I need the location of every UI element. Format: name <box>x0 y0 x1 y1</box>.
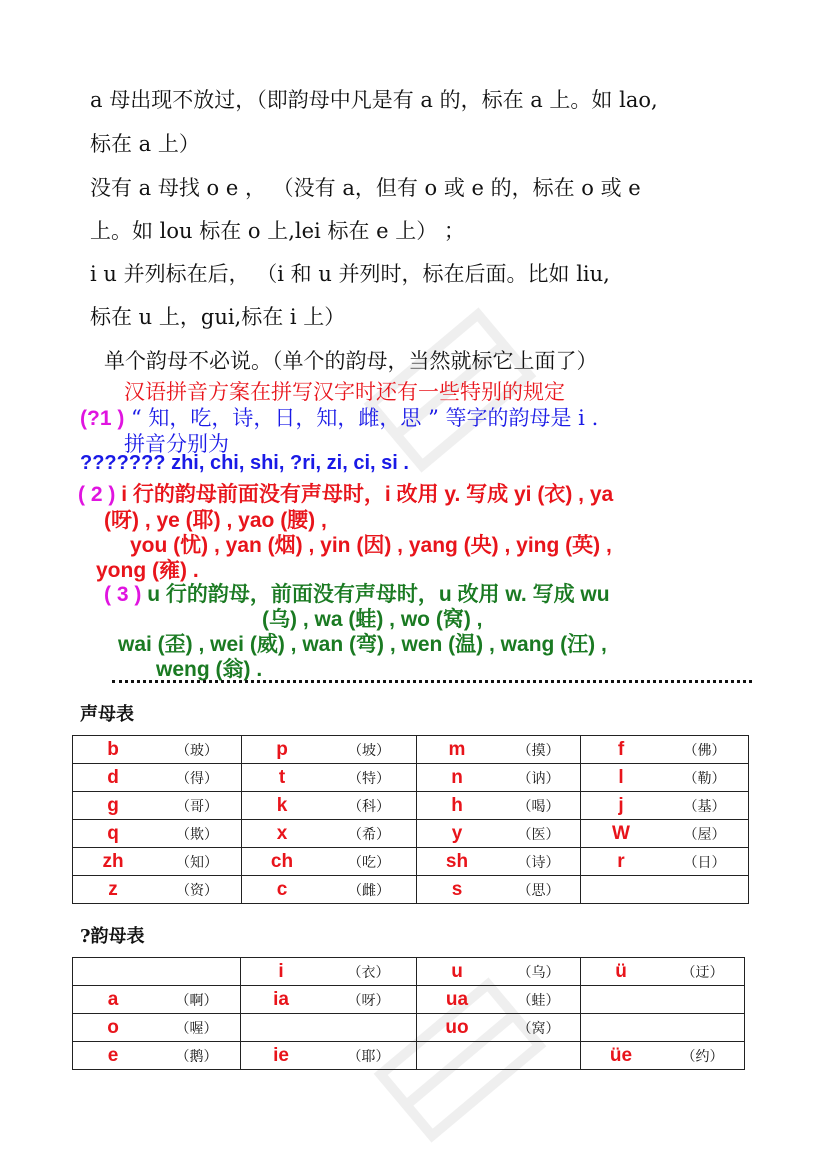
initials-cell <box>73 820 242 848</box>
finals-cell <box>241 958 417 986</box>
example-character: （讷） <box>517 770 560 787</box>
initials-row <box>73 820 749 848</box>
rule2-line: you (忧) , yan (烟) , yin (因) , yang (央) , ying (英) , <box>130 534 612 557</box>
example-character: （资） <box>176 882 218 899</box>
pinyin-letter: g <box>107 794 119 816</box>
pinyin-letter: n <box>451 766 463 788</box>
initials-cell <box>242 876 417 904</box>
dotted-divider <box>112 680 752 683</box>
pinyin-letter: ch <box>270 850 294 872</box>
finals-cell <box>73 1042 241 1070</box>
example-character: （屋） <box>683 826 726 843</box>
example-character: （基） <box>683 798 726 815</box>
example-character: （诗） <box>517 854 560 871</box>
initials-cell <box>73 736 242 764</box>
finals-row <box>73 1042 745 1070</box>
pinyin-letter: c <box>276 878 288 900</box>
pinyin-letter: ü <box>615 960 627 982</box>
example-character: （哥） <box>176 798 218 815</box>
rule-line: a 母出现不放过，（即韵母中凡是有 a 的，标在 a 上。如 lao, <box>90 88 658 112</box>
finals-cell <box>581 958 745 986</box>
example-character: （思） <box>517 882 560 899</box>
initials-title: 声母表 <box>80 704 134 725</box>
initials-cell <box>242 820 417 848</box>
initials-cell <box>73 848 242 876</box>
finals-cell <box>73 958 241 986</box>
finals-cell <box>581 986 745 1014</box>
initials-cell <box>242 848 417 876</box>
example-character: （喔） <box>175 1020 218 1037</box>
example-character: （希） <box>348 826 390 843</box>
initials-cell <box>581 820 749 848</box>
finals-cell <box>241 986 417 1014</box>
initials-cell <box>581 736 749 764</box>
initials-cell <box>417 792 581 820</box>
pinyin-letter: t <box>278 766 286 788</box>
initials-table <box>72 735 749 904</box>
pinyin-letter: y <box>451 822 463 844</box>
pinyin-letter: p <box>276 738 288 760</box>
pinyin-letter: üe <box>609 1044 633 1066</box>
pinyin-letter: sh <box>445 850 469 872</box>
pinyin-letter: q <box>107 822 119 844</box>
initials-cell <box>73 876 242 904</box>
pinyin-letter: h <box>451 794 463 816</box>
rule-line: i u 并列标在后， （i 和 u 并列时，标在后面。比如 liu, <box>90 262 610 286</box>
example-character: （知） <box>176 854 218 871</box>
pinyin-letter: a <box>107 988 119 1010</box>
example-character: （勒） <box>683 770 726 787</box>
initials-row <box>73 736 749 764</box>
pinyin-letter: o <box>107 1016 119 1038</box>
initials-row <box>73 792 749 820</box>
example-character: （窝） <box>517 1020 560 1037</box>
example-character: （欺） <box>176 826 218 843</box>
pinyin-letter: ie <box>273 1044 289 1066</box>
example-character: （玻） <box>176 742 218 759</box>
initials-cell <box>73 764 242 792</box>
rule3-line: wai (歪) , wei (威) , wan (弯) , wen (温) , wang (汪) , <box>118 633 607 656</box>
rule1-list: ??????? zhi, chi, shi, ?ri, zi, ci, si . <box>80 452 409 474</box>
initials-cell <box>242 792 417 820</box>
finals-table <box>72 957 745 1070</box>
example-character: （摸） <box>517 742 560 759</box>
pinyin-letter: k <box>276 794 288 816</box>
pinyin-letter: u <box>451 960 463 982</box>
finals-row <box>73 958 745 986</box>
example-character: （蛙） <box>517 992 560 1009</box>
finals-cell <box>417 1042 581 1070</box>
rule2-number: ( 2 ) <box>78 483 116 506</box>
rule-line: 上。如 lou 标在 o 上,lei 标在 e 上） ； <box>90 219 465 243</box>
example-character: （衣） <box>347 964 390 981</box>
example-character: （耶） <box>347 1048 390 1065</box>
rule3-line: weng (翁) . <box>156 658 263 681</box>
example-character: （鹅） <box>175 1048 218 1065</box>
initials-cell <box>417 848 581 876</box>
rule-line: 没有 a 母找 o e ， （没有 a，但有 o 或 e 的，标在 o 或 e <box>90 176 641 200</box>
example-character: （医） <box>517 826 560 843</box>
example-character: （呀） <box>347 992 390 1009</box>
finals-cell <box>417 1014 581 1042</box>
initials-cell <box>242 764 417 792</box>
initials-cell <box>73 792 242 820</box>
finals-cell <box>417 958 581 986</box>
initials-cell <box>581 764 749 792</box>
example-character: （啊） <box>175 992 218 1009</box>
finals-cell <box>581 1014 745 1042</box>
pinyin-letter: d <box>107 766 119 788</box>
example-character: （得） <box>176 770 218 787</box>
initials-cell <box>581 792 749 820</box>
initials-cell <box>417 736 581 764</box>
example-character: （喝） <box>517 798 560 815</box>
pinyin-letter: ua <box>445 988 469 1010</box>
rule1-number: (?1 ) <box>80 407 125 430</box>
pinyin-letter: W <box>612 822 630 844</box>
finals-cell <box>73 1014 241 1042</box>
initials-cell <box>417 876 581 904</box>
pinyin-letter: i <box>278 960 284 982</box>
rule3-number: ( 3 ) <box>104 583 142 606</box>
example-character: （迂） <box>681 964 724 981</box>
rule2-line: yong (雍) . <box>96 559 199 582</box>
example-character: （日） <box>683 854 726 871</box>
example-character: （坡） <box>348 742 390 759</box>
pinyin-letter: b <box>107 738 119 760</box>
pinyin-letter: x <box>276 822 288 844</box>
example-character: （乌） <box>517 964 560 981</box>
example-character: （科） <box>348 798 390 815</box>
rule3-line: (乌) , wa (蛙) , wo (窝) , <box>262 608 483 631</box>
rule-line: 标在 u 上，gui,标在 i 上） <box>90 305 346 329</box>
finals-cell <box>73 986 241 1014</box>
pinyin-letter: s <box>451 878 463 900</box>
example-character: （约） <box>681 1048 724 1065</box>
rule-line: 单个韵母不必说。（单个的韵母，当然就标它上面了） <box>104 349 598 373</box>
initials-row <box>73 876 749 904</box>
pinyin-letter: f <box>617 738 625 760</box>
rule3-text: u 行的韵母，前面没有声母时，u 改用 w. 写成 wu <box>147 583 610 606</box>
rule1-subtitle: 拼音分别为 <box>124 432 229 456</box>
pinyin-letter: r <box>617 850 625 872</box>
pinyin-letter: ia <box>273 988 289 1010</box>
finals-cell <box>417 986 581 1014</box>
example-character: （特） <box>348 770 390 787</box>
rule1-text: “ 知，吃，诗，日，知，雌，思 ” 等字的韵母是 i . <box>131 406 599 430</box>
rule2-line: (呀) , ye (耶) , yao (腰) , <box>104 509 327 532</box>
finals-row <box>73 1014 745 1042</box>
pinyin-letter: e <box>107 1044 119 1066</box>
initials-row <box>73 764 749 792</box>
example-character: （佛） <box>683 742 726 759</box>
pinyin-letter: m <box>448 738 466 760</box>
finals-cell <box>241 1042 417 1070</box>
pinyin-letter: z <box>108 878 118 900</box>
rule-line: 标在 a 上） <box>90 132 200 156</box>
initials-cell <box>581 848 749 876</box>
initials-cell <box>242 736 417 764</box>
initials-cell <box>417 820 581 848</box>
finals-cell <box>241 1014 417 1042</box>
rule2-text: i 行的韵母前面没有声母时，i 改用 y. 写成 yi (衣) , ya <box>121 483 614 506</box>
finals-cell <box>581 1042 745 1070</box>
pinyin-letter: j <box>618 794 624 816</box>
pinyin-letter: l <box>618 766 624 788</box>
initials-cell <box>581 876 749 904</box>
example-character: （雌） <box>348 882 390 899</box>
finals-row <box>73 986 745 1014</box>
pinyin-letter: zh <box>102 850 124 872</box>
initials-cell <box>417 764 581 792</box>
finals-title: ?韵母表 <box>80 926 145 947</box>
example-character: （吃） <box>348 854 390 871</box>
pinyin-letter: uo <box>445 1016 469 1038</box>
initials-row <box>73 848 749 876</box>
special-title: 汉语拼音方案在拼写汉字时还有一些特别的规定 <box>124 381 565 404</box>
